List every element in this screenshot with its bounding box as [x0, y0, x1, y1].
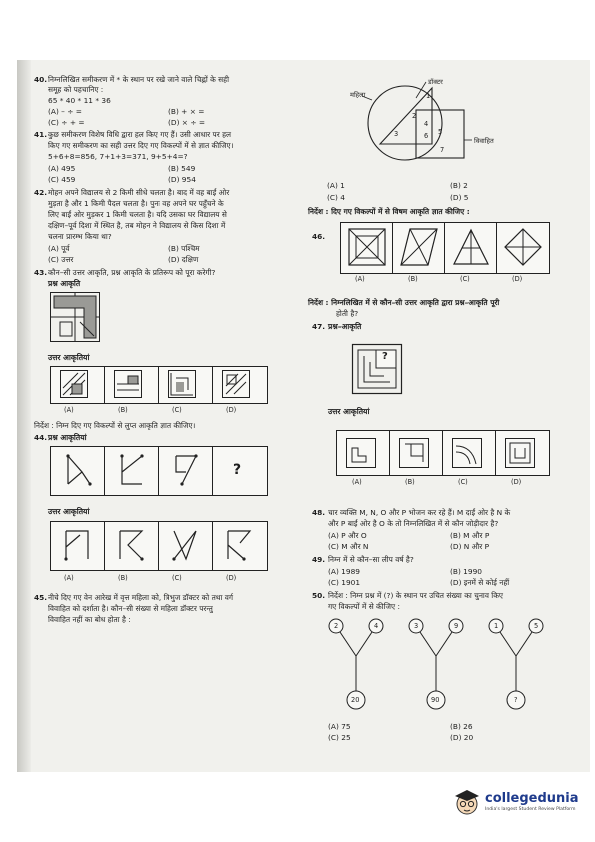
q43-number: 43. — [34, 268, 48, 277]
venn-label-doctor: डॉक्टर — [428, 78, 443, 86]
q44-option-c-figure — [168, 527, 204, 563]
q44-option-a-label: (A) — [64, 574, 74, 582]
q46-number: 46. — [312, 232, 326, 241]
q47-option-d-label: (D) — [511, 478, 522, 486]
tree-3-bottom: ? — [514, 696, 518, 704]
q44-answer-figures-heading: उत्तर आकृतियां — [48, 507, 90, 516]
q43-text-1: कौन–सी उत्तर आकृति, प्रश्न आकृति के प्रतिरूप को पूरा करेगी? — [48, 268, 216, 277]
q41-text-2: किए गए समीकरण का सही उत्तर दिए गए विकल्पों में से ज्ञात कीजिए। — [48, 141, 234, 150]
q40-option-d: (D) × ÷ = — [168, 118, 206, 127]
q40-expression: 65 * 40 * 11 * 36 — [48, 96, 111, 105]
q45-option-a: (A) 1 — [327, 181, 345, 190]
q43-option-c-label: (C) — [172, 406, 182, 414]
q44-number: 44. — [34, 433, 48, 442]
q42-text-3: लिए बाईं ओर मुड़कर 1 किमी चलता है। यदि उसका घर विद्यालय से — [48, 210, 227, 219]
q47-option-b-figure — [399, 438, 429, 468]
venn-region-6: 6 — [424, 132, 429, 140]
q49-option-a: (A) 1989 — [328, 567, 360, 576]
q44-option-b-figure — [114, 527, 150, 563]
logo-wordmark: collegedunia — [485, 791, 579, 806]
q46-option-b-figure — [400, 228, 438, 266]
q50-option-a: (A) 75 — [328, 722, 351, 731]
tree-1-left: 2 — [334, 622, 339, 630]
q46-option-c-label: (C) — [460, 275, 470, 283]
q44-question-figure-2 — [114, 452, 150, 488]
q50-text-1: निर्देश : निम्न प्रश्न में (?) के स्थान पर उचित संख्या का चुनाव किए — [328, 591, 503, 600]
q46-direction: निर्देश : दिए गए विकल्पों में से विषम आकृति ज्ञात कीजिए : — [308, 207, 470, 216]
q43-option-a-label: (A) — [64, 406, 74, 414]
q44-direction: निर्देश : निम्न दिए गए विकल्पों से लुप्त आकृति ज्ञात कीजिए। — [34, 421, 196, 430]
q46-option-a-figure — [348, 228, 386, 266]
q50-option-d: (D) 20 — [450, 733, 474, 742]
q42-text-4: दक्षिण–पूर्व दिशा में स्थित है, तब मोहन ने विद्यालय से किस दिशा में — [48, 221, 226, 230]
q47-option-c-label: (C) — [458, 478, 468, 486]
q42-text-1: मोहन अपने विद्यालय से 2 किमी सीधे चलता है। बाद में वह बाईं ओर — [48, 188, 230, 197]
q43-answer-figures-heading: उत्तर आकृतियां — [48, 353, 90, 362]
q47-missing-mark: ? — [382, 351, 388, 362]
q50-number: 50. — [312, 591, 326, 600]
venn-region-7: 7 — [440, 146, 445, 154]
q45-option-b: (B) 2 — [450, 181, 468, 190]
q50-text-2: गए विकल्पों में से कीजिए : — [328, 602, 400, 611]
q43-option-b-label: (B) — [118, 406, 128, 414]
tree-2-left: 3 — [414, 622, 419, 630]
q41-expression: 5+6+8=856, 7+1+3=371, 9+5+4=? — [48, 152, 188, 161]
q45-number: 45. — [34, 593, 48, 602]
q44-heading: प्रश्न आकृतियां — [48, 433, 87, 442]
venn-circle-woman — [368, 86, 445, 160]
q49-text-1: निम्न में से कौन–सा लीप वर्ष है? — [328, 555, 414, 564]
q48-option-b: (B) M और P — [450, 531, 490, 540]
q40-text-1: निम्नलिखित समीकरण में * के स्थान पर रखे जाने वाले चिह्नों के सही — [48, 75, 229, 84]
q47-direction-1: निर्देश : निम्नलिखित में से कौन–सी उत्तर आकृति द्वारा प्रश्न–आकृति पूरी — [308, 298, 500, 307]
q44-option-d-figure — [222, 527, 258, 563]
q40-text-2: समूह को पहचानिए : — [48, 85, 104, 94]
q49-option-c: (C) 1901 — [328, 578, 361, 587]
q50-option-c: (C) 25 — [328, 733, 351, 742]
q41-option-a: (A) 495 — [48, 164, 76, 173]
q41-option-d: (D) 954 — [168, 175, 196, 184]
q47-option-a-label: (A) — [352, 478, 362, 486]
venn-region-3: 3 — [394, 130, 399, 138]
q42-option-c: (C) उत्तर — [48, 255, 74, 264]
q40-number: 40. — [34, 75, 48, 84]
venn-region-2: 2 — [412, 112, 417, 120]
tree-3-left: 1 — [494, 622, 499, 630]
q43-option-d-label: (D) — [226, 406, 237, 414]
graduate-mascot-icon — [452, 787, 482, 817]
q49-number: 49. — [312, 555, 326, 564]
venn-label-woman: महिला — [350, 91, 366, 99]
q47-direction-2: होती है? — [336, 309, 359, 318]
q41-option-b: (B) 549 — [168, 164, 196, 173]
q44-option-d-label: (D) — [226, 574, 237, 582]
q48-text-2: और P बाईं ओर है O के तो निम्नलिखित में से कौन जोड़ीदार है? — [328, 519, 499, 528]
page-binding-shadow — [17, 60, 31, 772]
q43-option-d-figure — [222, 370, 250, 398]
venn-region-1: 1 — [426, 92, 431, 100]
q44-question-figure-3 — [168, 452, 204, 488]
q47-number: 47. — [312, 322, 326, 331]
venn-region-4: 4 — [424, 120, 429, 128]
q42-option-b: (B) पश्चिम — [168, 244, 200, 253]
q47-option-a-figure — [346, 438, 376, 468]
q44-option-a-figure — [60, 527, 96, 563]
tree-2-bottom: 90 — [431, 696, 440, 704]
venn-label-married: विवाहित — [474, 137, 494, 145]
q41-text-1: कुछ समीकरण विशेष विधि द्वारा हल किए गए हैं। उसी आधार पर हल — [48, 130, 232, 139]
q45-option-c: (C) 4 — [327, 193, 345, 202]
q45-text-2: विवाहित को दर्शाता है। कौन–सी संख्या से महिला डॉक्टर परन्तु — [48, 604, 213, 613]
q44-option-c-label: (C) — [172, 574, 182, 582]
q45-text-1: नीचे दिए गए वेन आरेख में वृत्त महिला को, त्रिभुज डॉक्टर को तथा वर्ग — [48, 593, 234, 602]
q49-option-b: (B) 1990 — [450, 567, 482, 576]
venn-region-5: 5 — [438, 128, 443, 136]
q46-option-c-figure — [452, 228, 490, 266]
q45-venn-diagram — [360, 78, 490, 183]
q48-option-c: (C) M और N — [328, 542, 369, 551]
q44-option-b-label: (B) — [118, 574, 128, 582]
q43-option-b-figure — [114, 370, 142, 398]
q43-question-figure-heading: प्रश्न आकृति — [48, 279, 81, 288]
q40-option-c: (C) ÷ + = — [48, 118, 85, 127]
q48-option-a: (A) P और O — [328, 531, 367, 540]
q47-question-figure — [352, 344, 402, 394]
q45-option-d: (D) 5 — [450, 193, 469, 202]
q47-option-b-label: (B) — [405, 478, 415, 486]
q41-option-c: (C) 459 — [48, 175, 76, 184]
q42-option-a: (A) पूर्व — [48, 244, 70, 253]
q42-text-2: मुड़ता है और 1 किमी पैदल चलता है। पुनः वह अपने घर पहुँचने के — [48, 199, 224, 208]
collegedunia-logo[interactable] — [452, 785, 587, 821]
q43-option-c-figure — [168, 370, 196, 398]
q41-number: 41. — [34, 130, 48, 139]
q48-text-1: चार व्यक्ति M, N, O और P भोजन कर रहे हैं। M दाईं ओर है N के — [328, 508, 511, 517]
tree-1-right: 4 — [374, 622, 379, 630]
logo-tagline: India's largest Student Review Platform — [485, 807, 576, 812]
q42-text-5: चलना प्रारम्भ किया था? — [48, 232, 112, 241]
q46-option-b-label: (B) — [408, 275, 418, 283]
tree-1-bottom: 20 — [351, 696, 360, 704]
q46-option-a-label: (A) — [355, 275, 365, 283]
q44-question-figure-1 — [60, 452, 96, 488]
q43-option-a-figure — [60, 370, 88, 398]
q45-text-3: विवाहित नहीं का बोध होता है : — [48, 615, 131, 624]
tree-3-right: 5 — [534, 622, 539, 630]
q40-option-b: (B) + × = — [168, 107, 205, 116]
q43-question-figure — [50, 292, 100, 342]
q42-number: 42. — [34, 188, 48, 197]
q47-option-d-figure — [505, 438, 535, 468]
q42-option-d: (D) दक्षिण — [168, 255, 199, 264]
q47-heading: प्रश्न–आकृति — [328, 322, 362, 331]
q48-option-d: (D) N और P — [450, 542, 490, 551]
q40-option-a: (A) – ÷ = — [48, 107, 82, 116]
q48-number: 48. — [312, 508, 326, 517]
q49-option-d: (D) इनमें से कोई नहीं — [450, 578, 510, 587]
q47-answer-figures-heading: उत्तर आकृतियां — [328, 407, 370, 416]
tree-2-right: 9 — [454, 622, 459, 630]
q47-option-c-figure — [452, 438, 482, 468]
q50-option-b: (B) 26 — [450, 722, 473, 731]
q44-missing-mark: ? — [233, 462, 242, 478]
q46-option-d-label: (D) — [512, 275, 523, 283]
q46-option-d-figure — [504, 228, 542, 266]
